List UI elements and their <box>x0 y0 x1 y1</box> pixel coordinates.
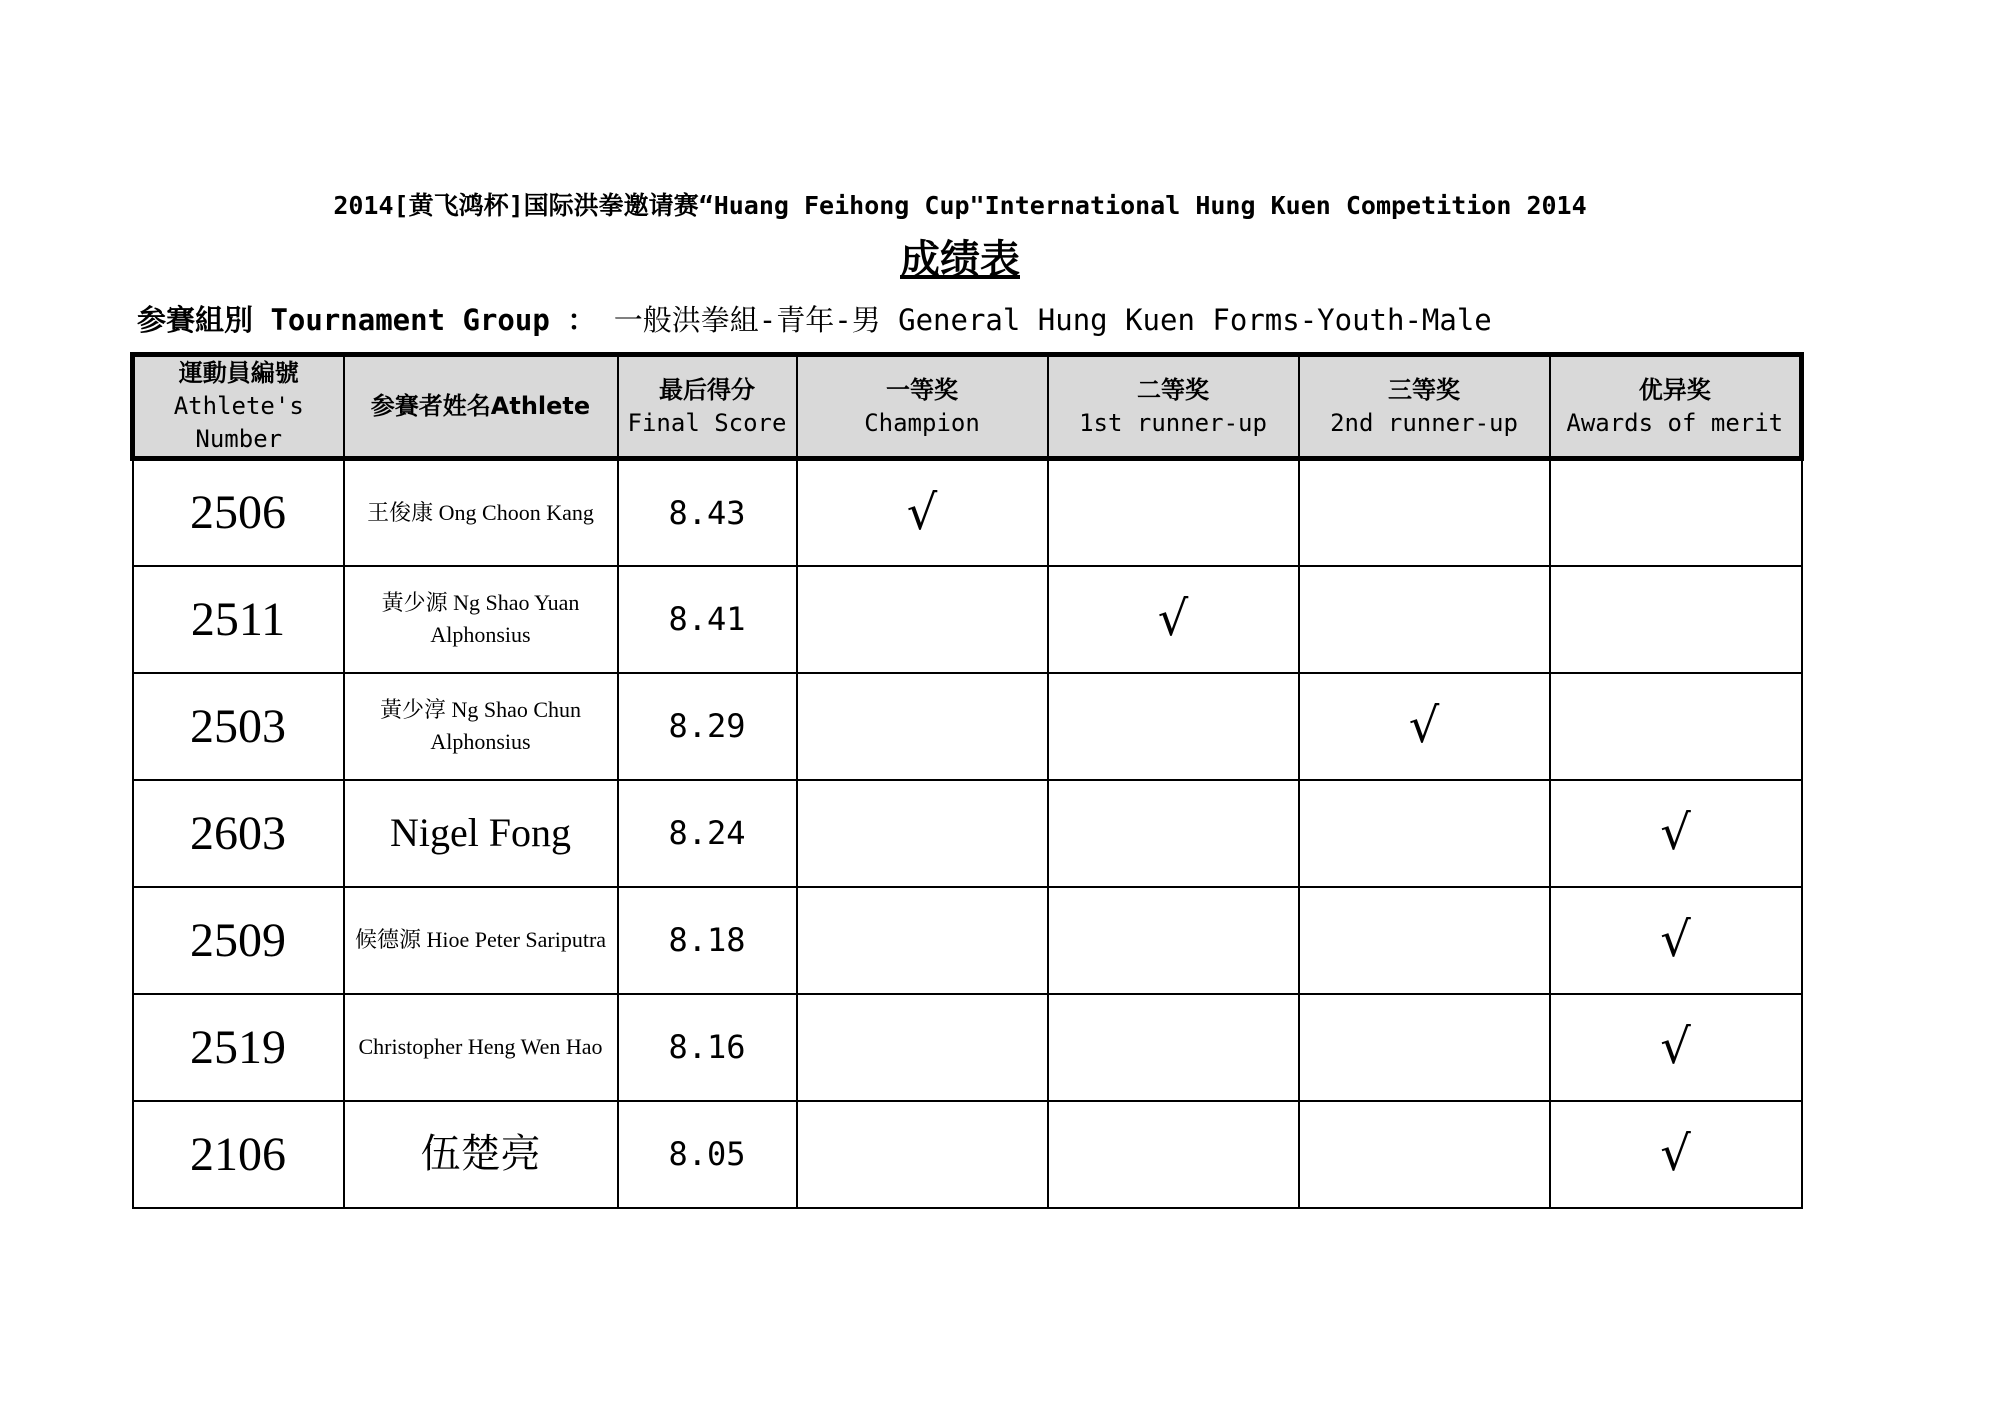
athlete-number: 2106 <box>133 1101 344 1208</box>
runner-up-1-check <box>1048 887 1299 994</box>
table-row <box>133 566 1802 673</box>
table-row <box>133 994 1802 1101</box>
col-header-runner-up-2-cn: 三等奖 <box>1388 375 1460 404</box>
runner-up-2-check <box>1299 780 1550 887</box>
runner-up-1-check <box>1048 780 1299 887</box>
col-header-runner-up-2-en: 2nd runner-up <box>1330 408 1518 437</box>
col-header-number-en: Athlete's Number <box>173 392 304 453</box>
champion-check <box>797 673 1048 780</box>
table-row <box>133 459 1802 566</box>
col-header-merit-en: Awards of merit <box>1566 408 1784 437</box>
athlete-name: Nigel Fong <box>344 780 618 887</box>
champion-check <box>797 780 1048 887</box>
runner-up-2-check <box>1299 1101 1550 1208</box>
champion-check: √ <box>797 459 1048 566</box>
sheet-title: 成绩表 <box>900 237 1020 283</box>
results-table <box>130 352 1804 1209</box>
final-score: 8.43 <box>618 459 797 566</box>
champion-check <box>797 1101 1048 1208</box>
champion-check <box>797 887 1048 994</box>
runner-up-2-check <box>1299 994 1550 1101</box>
table-row <box>133 887 1802 994</box>
final-score: 8.16 <box>618 994 797 1101</box>
tournament-group <box>137 298 1492 339</box>
athlete-name: 黃少淳 Ng Shao Chun Alphonsius <box>344 673 618 780</box>
table-row <box>133 780 1802 887</box>
athlete-name: Christopher Heng Wen Hao <box>344 994 618 1101</box>
runner-up-1-check <box>1048 673 1299 780</box>
table-row <box>133 1101 1802 1208</box>
athlete-number: 2509 <box>133 887 344 994</box>
competition-title: 2014[黄飞鸿杯]国际洪拳邀请赛“Huang Feihong Cup"International Hung Kuen Competition 2014 <box>333 191 1587 220</box>
col-header-merit <box>1550 355 1802 459</box>
merit-check <box>1550 673 1802 780</box>
merit-check: √ <box>1550 994 1802 1101</box>
col-header-score <box>618 355 797 459</box>
col-header-champion-cn: 一等奖 <box>886 375 958 404</box>
final-score: 8.41 <box>618 566 797 673</box>
table-row <box>133 673 1802 780</box>
runner-up-1-check <box>1048 459 1299 566</box>
col-header-athlete <box>344 355 618 459</box>
col-header-score-en: Final Score <box>627 408 787 437</box>
athlete-number: 2506 <box>133 459 344 566</box>
final-score: 8.18 <box>618 887 797 994</box>
athlete-name: 黃少源 Ng Shao Yuan Alphonsius <box>344 566 618 673</box>
final-score: 8.29 <box>618 673 797 780</box>
athlete-name: 王俊康 Ong Choon Kang <box>344 459 618 566</box>
runner-up-2-check <box>1299 459 1550 566</box>
champion-check <box>797 994 1048 1101</box>
runner-up-2-check: √ <box>1299 673 1550 780</box>
merit-check <box>1550 566 1802 673</box>
tournament-group-label: 参賽組別 Tournament Group ： <box>137 303 597 337</box>
merit-check: √ <box>1550 1101 1802 1208</box>
col-header-champion <box>797 355 1048 459</box>
merit-check: √ <box>1550 780 1802 887</box>
header-row <box>133 355 1802 459</box>
tournament-group-value: 一般洪拳組-青年-男 General Hung Kuen Forms-Youth-Male <box>613 303 1492 337</box>
col-header-number-cn: 運動員編號 <box>178 359 299 387</box>
athlete-number: 2511 <box>133 566 344 673</box>
col-header-runner-up-2 <box>1299 355 1550 459</box>
runner-up-1-check <box>1048 1101 1299 1208</box>
merit-check <box>1550 459 1802 566</box>
col-header-athlete-cn: 参賽者姓名Athlete <box>370 392 591 420</box>
athlete-name: 候德源 Hioe Peter Sariputra <box>344 887 618 994</box>
col-header-number <box>133 355 344 459</box>
athlete-name: 伍楚亮 <box>344 1101 618 1208</box>
runner-up-1-check: √ <box>1048 566 1299 673</box>
athlete-number: 2519 <box>133 994 344 1101</box>
runner-up-2-check <box>1299 887 1550 994</box>
col-header-runner-up-1-cn: 二等奖 <box>1137 375 1209 404</box>
col-header-runner-up-1 <box>1048 355 1299 459</box>
col-header-score-cn: 最后得分 <box>659 375 755 404</box>
runner-up-1-check <box>1048 994 1299 1101</box>
final-score: 8.05 <box>618 1101 797 1208</box>
merit-check: √ <box>1550 887 1802 994</box>
runner-up-2-check <box>1299 566 1550 673</box>
champion-check <box>797 566 1048 673</box>
final-score: 8.24 <box>618 780 797 887</box>
col-header-merit-cn: 优异奖 <box>1638 375 1711 404</box>
athlete-number: 2603 <box>133 780 344 887</box>
col-header-runner-up-1-en: 1st runner-up <box>1079 408 1267 437</box>
col-header-champion-en: Champion <box>864 408 980 437</box>
athlete-number: 2503 <box>133 673 344 780</box>
